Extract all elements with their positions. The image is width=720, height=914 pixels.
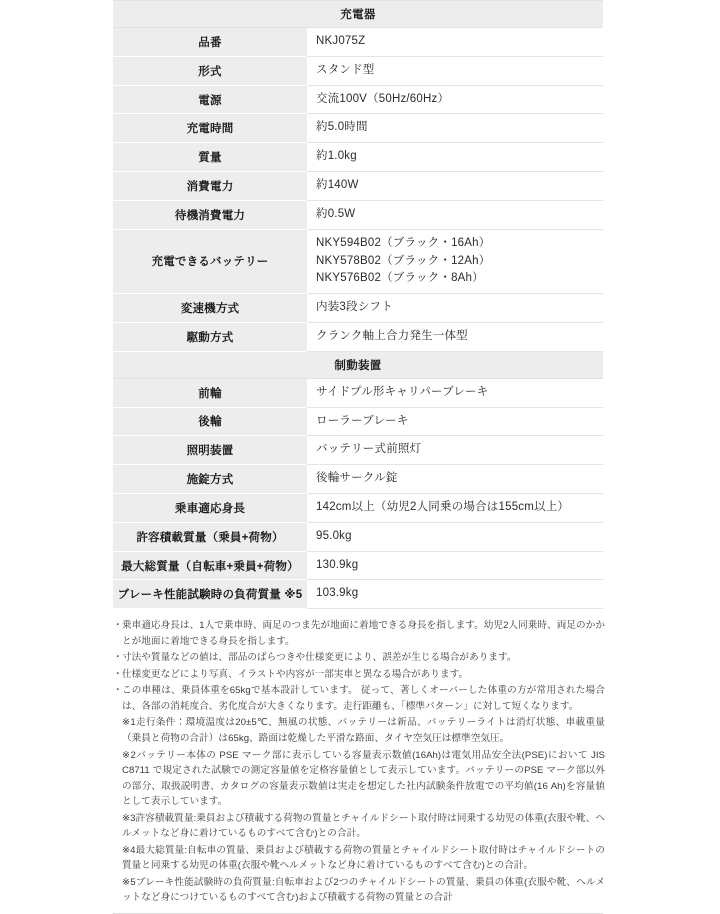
row-value-line: NKY594B02（ブラック・16Ah） [316, 236, 491, 249]
row-label: 充電できるバッテリー [113, 229, 307, 293]
row-value-line: ローラーブレーキ [316, 414, 409, 427]
table-row [113, 551, 603, 580]
footnotes-list [113, 618, 605, 906]
row-label: 前輪 [113, 378, 307, 407]
footnote-numbered-item: ※1走行条件：環境温度は20±5℃、無風の状態、バッテリーは新品、バッテリーライトは消灯状態、車載重量（乗員と荷物の合計）は65kg、路面は乾燥した平滑な路面、タイヤ空気圧は標準空気圧。 [122, 717, 605, 744]
row-value-line: 103.9kg [316, 587, 359, 600]
row-label: 形式 [113, 56, 307, 85]
footnote-numbered-item: ※2バッテリー本体の PSE マーク部に表示している容量表示数値(16Ah)は電気用品安全法(PSE)において JIS C8711 で規定された試験での測定容量値を定格容量値として表示しています。バッテリーのPSE マーク部以外の部分、取扱説明書、カタログの容量表示数値は実走を想定した社内試験条件放電での平均値(16 Ah)を容量値として表示しています。 [122, 749, 605, 808]
table-row [113, 378, 603, 407]
table-row [113, 465, 603, 494]
row-label: 最大総質量（自転車+乗員+荷物） [113, 551, 307, 580]
table-row [113, 200, 603, 229]
bullet-marker-icon: ・ [113, 685, 123, 697]
row-value-line: 約140W [316, 179, 359, 192]
footnote-numbered-item: ※3許容積載質量:乗員および積載する荷物の質量とチャイルドシート取付時は同乗する幼児の体重(衣服や靴、ヘルメットなど身に着けているものすべて含む)との合計。 [122, 812, 605, 840]
row-value [307, 294, 603, 323]
table-section-header [113, 1, 603, 28]
row-value [307, 465, 603, 494]
row-value [307, 172, 603, 201]
row-value [307, 143, 603, 172]
row-label: 待機消費電力 [113, 200, 307, 229]
row-value [307, 200, 603, 229]
row-label: 許容積載質量（乗員+荷物） [113, 522, 307, 551]
row-value-line: 交流100V（50Hz/60Hz） [316, 92, 450, 105]
row-value-line: 約0.5W [316, 207, 356, 220]
table-row [113, 494, 603, 523]
row-label: 照明装置 [113, 436, 307, 465]
row-value [307, 114, 603, 143]
bullet-marker-icon: ・ [113, 668, 123, 680]
row-label: 充電時間 [113, 114, 307, 143]
section-header-cell [113, 1, 603, 28]
table-row [113, 85, 603, 114]
row-value-line: サイドプル形キャリパーブレーキ [316, 385, 489, 398]
table-row [113, 322, 603, 351]
row-label: 変速機方式 [113, 294, 307, 323]
row-label: 駆動方式 [113, 322, 307, 351]
row-label: 品番 [113, 28, 307, 57]
row-value [307, 436, 603, 465]
row-value-line: スタンド型 [316, 63, 375, 76]
row-label: 後輪 [113, 407, 307, 436]
table-section-header [113, 351, 603, 378]
row-value-line: 130.9kg [316, 558, 359, 571]
row-value [307, 494, 603, 523]
row-value [307, 229, 603, 293]
table-row [113, 580, 603, 609]
footnote-bullet-item [113, 618, 605, 649]
table-row [113, 56, 603, 85]
row-value [307, 522, 603, 551]
table-row [113, 522, 603, 551]
table-row [113, 28, 603, 57]
row-value [307, 28, 603, 57]
row-label: 消費電力 [113, 172, 307, 201]
footnote-text: 寸法や質量などの値は、部品のばらつきや仕様変更により、誤差が生じる場合があります。 [122, 652, 517, 664]
table-row [113, 407, 603, 436]
row-value-line: バッテリー式前照灯 [316, 443, 422, 456]
row-value-line: 約5.0時間 [316, 121, 368, 134]
row-value-line: NKY578B02（ブラック・12Ah） [316, 254, 491, 267]
table-row [113, 143, 603, 172]
row-label: 施錠方式 [113, 465, 307, 494]
footnote-text: 仕様変更などにより写真、イラストや内容が一部実車と異なる場合があります。 [122, 668, 469, 680]
row-value-line: 内装3段シフト [316, 301, 393, 314]
row-value [307, 407, 603, 436]
row-value-line: クランク軸上合力発生一体型 [316, 329, 468, 342]
row-value-line: 約1.0kg [316, 150, 357, 163]
row-value-line: NKY576B02（ブラック・8Ah） [316, 272, 484, 285]
row-value [307, 378, 603, 407]
footnote-text: 乗車適応身長は、1人で乗車時、両足のつま先が地面に着地できる身長を指します。幼児2人同乗時、両足のかかとが地面に着地できる身長を指します。 [122, 620, 605, 647]
row-label: ブレーキ性能試験時の負荷質量 ※5 [113, 580, 307, 609]
row-value [307, 551, 603, 580]
bullet-marker-icon: ・ [113, 620, 123, 632]
bullet-marker-icon: ・ [113, 652, 123, 664]
row-value [307, 85, 603, 114]
row-value [307, 56, 603, 85]
row-value-line: NKJ075Z [316, 35, 366, 47]
row-value-line: 後輪サークル錠 [316, 472, 398, 485]
row-value-line: 142cm以上（幼児2人同乗の場合は155cm以上） [316, 501, 570, 513]
row-label: 乗車適応身長 [113, 494, 307, 523]
table-row [113, 229, 603, 293]
footnote-text: この車種は、乗員体重を65kgで基本設計しています。 従って、著しくオーバーした体重の方が常用された場合は、各部の消耗度合、劣化度合が大きくなります。走行距離も、「標準パターン」に対して短くなります。 [122, 685, 605, 712]
specification-table [113, 0, 603, 609]
row-value [307, 580, 603, 609]
footnote-numbered-item: ※4最大総質量:自転車の質量、乗員および積載する荷物の質量とチャイルドシート取付時はチャイルドシートの質量と同乗する幼児の体重(衣服や靴ヘルメットなど身に着けているものすべて含む)との合計。 [122, 844, 605, 872]
footnote-bullet-item [113, 683, 605, 714]
footnote-bullet-item [113, 650, 605, 666]
section-header-label: 充電器 [340, 9, 376, 21]
table-row [113, 172, 603, 201]
row-value [307, 322, 603, 351]
table-row [113, 436, 603, 465]
table-row [113, 294, 603, 323]
footnote-numbered-item: ※5ブレーキ性能試験時の負荷質量:自転車および2つのチャイルドシートの質量、乗員の体重(衣服や靴、ヘルメットなど身につけているものすべて含む)および積載する荷物の質量との合計 [122, 876, 605, 904]
row-value-line: 95.0kg [316, 529, 352, 542]
footnote-bullet-item [113, 667, 605, 683]
row-label: 質量 [113, 143, 307, 172]
row-label: 電源 [113, 85, 307, 114]
specification-table-body [113, 1, 603, 609]
table-row [113, 114, 603, 143]
section-header-label: 制動装置 [334, 359, 382, 372]
section-header-cell [113, 351, 603, 378]
